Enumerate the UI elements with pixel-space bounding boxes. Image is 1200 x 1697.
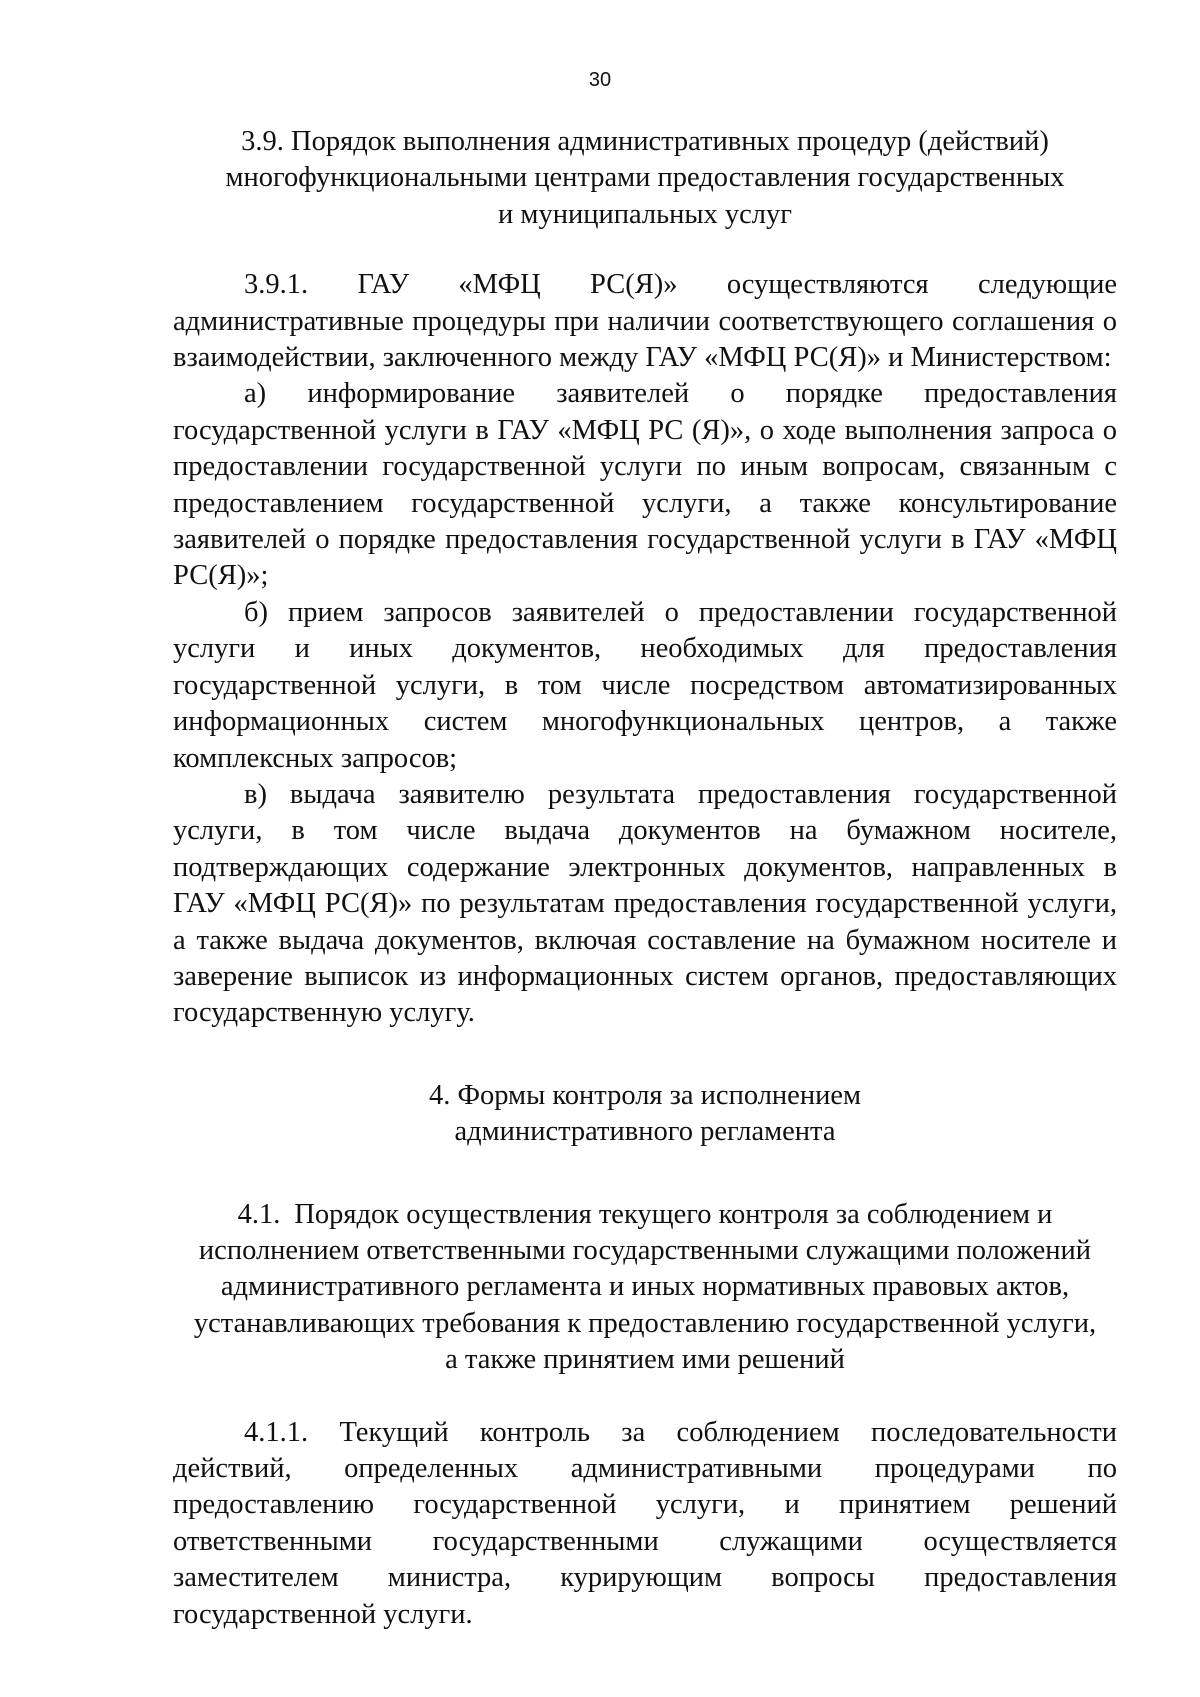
page-number: 30 — [588, 69, 612, 91]
paragraph-3-9-1-b: б) прием запросов заявителей о предоставлении государственной услуги и иных документов, необходимых для предоставления государственной услуги, в том числе посредством автоматизированных информационных систем многофункциональных центров, а также комплексных запросов; — [173, 596, 1117, 774]
heading-line: устанавливающих требования к предоставлению государственной услуги, — [193, 1307, 1097, 1339]
heading-line — [173, 1197, 1117, 1233]
section-4-1-heading — [173, 1197, 1117, 1379]
heading-text: Порядок осуществления текущего контроля за соблюдением и — [294, 1198, 1053, 1230]
heading-line: 4. Формы контроля за исполнением — [428, 1079, 862, 1111]
section-4-heading — [173, 1078, 1117, 1151]
heading-line: а также принятием ими решений — [445, 1344, 845, 1376]
heading-line: 3.9. Порядок выполнения административных процедур (действий) — [241, 126, 1049, 157]
section-3-9-heading — [173, 124, 1117, 233]
heading-line: административного регламента и иных нормативных правовых актов, — [220, 1271, 1070, 1303]
paragraph-4-1-1: 4.1.1. Текущий контроль за соблюдением последовательности действий, определенных административными процедурами по предоставлению государственной услуги, и принятием решений ответственными государственными служащими осуществляется заместителем министра, курирующим вопросы предоставления государственной услуги. — [173, 1416, 1117, 1630]
heading-line: многофункциональными центрами предоставления государственных — [225, 162, 1065, 194]
heading-line: административного регламента — [454, 1116, 836, 1148]
heading-line: и муниципальных услуг — [498, 198, 792, 230]
paragraph-3-9-1-a: а) информирование заявителей о порядке предоставления государственной услуги в ГАУ «МФЦ РС (Я)», о ходе выполнения запроса о предоставлении государственной услуги по иным вопросам, связанным с предоставлением государственной услуги, а также консультирование заявителей о порядке предоставления государственной услуги в ГАУ «МФЦ РС(Я)»; — [173, 378, 1117, 592]
paragraph-3-9-1-v: в) выдача заявителю результата предоставления государственной услуги, в том числе выдача документов на бумажном носителе, подтверждающих содержание электронных документов, направленных в ГАУ «МФЦ РС(Я)» по результатам предоставления государственной услуги, а также выдача документов, включая составление на бумажном носителе и заверение выписок из информационных систем органов, предоставляющих государственную услугу. — [173, 778, 1117, 1029]
section-number: 4.1. — [237, 1198, 281, 1230]
document-body — [173, 124, 1117, 1633]
heading-line: исполнением ответственными государственными служащими положений — [198, 1234, 1092, 1266]
paragraph-3-9-1: 3.9.1. ГАУ «МФЦ РС(Я)» осуществляются следующие административные процедуры при наличии соответствующего соглашения о взаимодействии, заключенного между ГАУ «МФЦ РС(Я)» и Министерством: — [173, 269, 1117, 374]
